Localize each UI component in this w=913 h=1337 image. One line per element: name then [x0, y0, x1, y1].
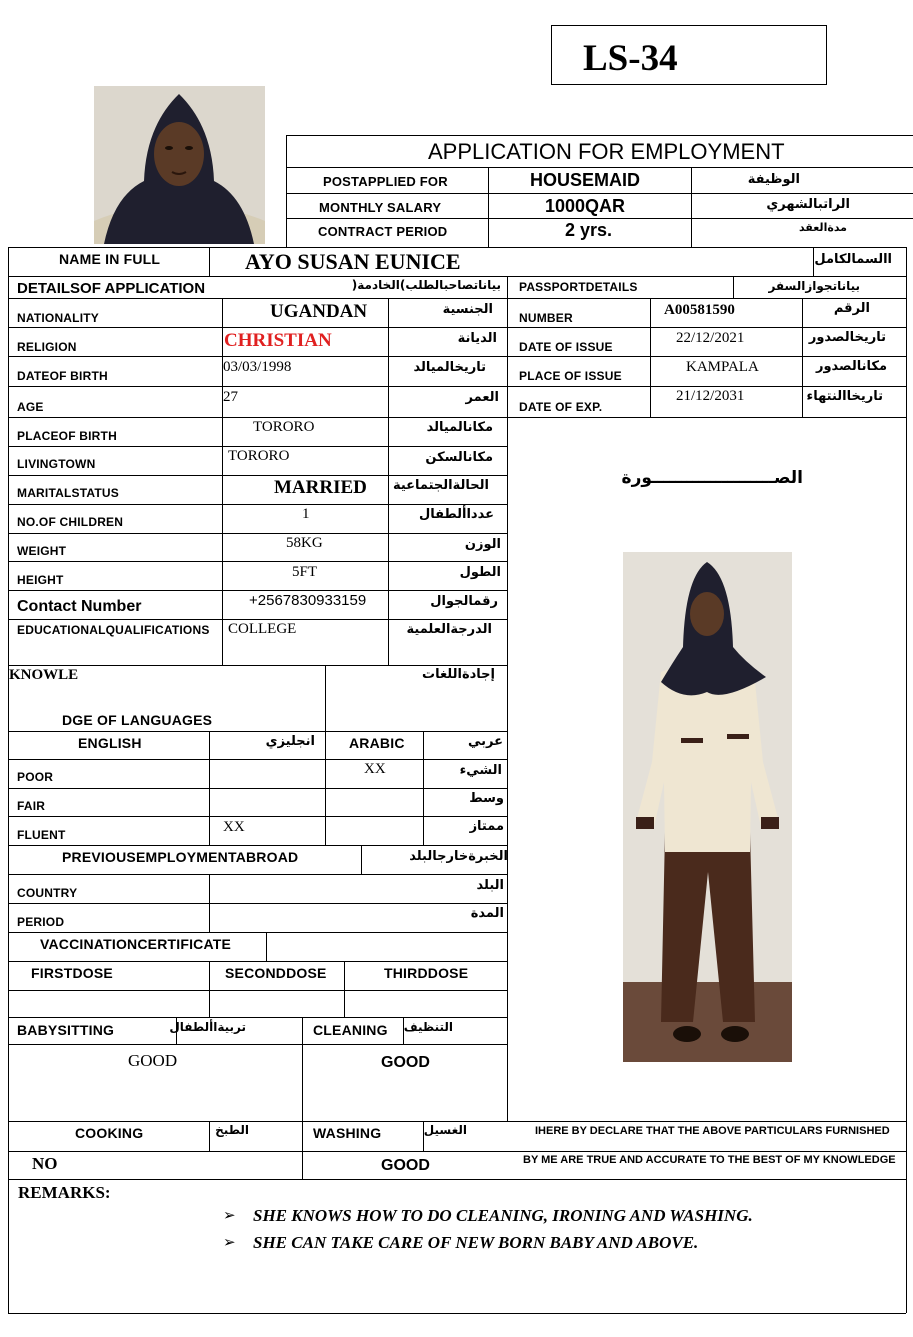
- name-label-ar: االسمالكامل: [814, 252, 892, 267]
- vaccination-label: VACCINATIONCERTIFICATE: [40, 936, 232, 952]
- marital-label: MARITALSTATUS: [17, 486, 119, 500]
- lang-poor-arabic: XX: [364, 761, 386, 777]
- issue-date-value: 22/12/2021: [676, 330, 745, 346]
- weight-value: 58KG: [286, 535, 323, 551]
- english-header-ar: انجليزي: [265, 734, 315, 749]
- lang-fluent-label-ar: ممتاز: [469, 819, 504, 834]
- contract-value: 2 yrs.: [565, 220, 613, 240]
- arabic-header: ARABIC: [349, 735, 405, 751]
- livingtown-label: LIVINGTOWN: [17, 457, 96, 471]
- contract-label: CONTRACT PERIOD: [318, 224, 448, 239]
- cleaning-value: GOOD: [381, 1054, 430, 1071]
- ref-code: LS-34: [583, 38, 678, 79]
- livingtown-label-ar: مكانالسكن: [425, 450, 493, 465]
- livingtown-value: TORORO: [228, 448, 290, 464]
- cooking-label-ar: الطبخ: [215, 1123, 249, 1137]
- religion-label: RELIGION: [17, 340, 77, 354]
- children-label: NO.OF CHILDREN: [17, 515, 124, 529]
- photo-caption-ar: الصـــــــــــــــــــــورة: [621, 468, 803, 488]
- name-value: AYO SUSAN EUNICE: [245, 249, 461, 274]
- height-label: HEIGHT: [17, 573, 64, 587]
- cooking-label: COOKING: [75, 1125, 144, 1141]
- period-label-ar: المدة: [470, 906, 504, 921]
- nationality-label: NATIONALITY: [17, 311, 99, 325]
- education-label-ar: الدرجةالعلمية: [406, 622, 492, 637]
- expiry-value: 21/12/2031: [676, 388, 745, 404]
- issue-date-label-ar: تاريخالصدور: [808, 330, 886, 345]
- full-body-photo: [623, 552, 792, 1062]
- declaration-line1: IHERE BY DECLARE THAT THE ABOVE PARTICULARS FURNISHED: [535, 1125, 890, 1137]
- issue-place-value: KAMPALA: [686, 359, 759, 375]
- prev-employment-label-ar: الخبرةخارجالبلد: [409, 849, 508, 864]
- post-label-ar: الوظيفة: [747, 172, 800, 187]
- cooking-value: NO: [32, 1154, 58, 1173]
- remarks-item-1: SHE KNOWS HOW TO DO CLEANING, IRONING AND WASHING.: [253, 1206, 753, 1225]
- contact-label-ar: رقمالجوال: [430, 594, 498, 609]
- age-label-ar: العمر: [465, 390, 499, 405]
- country-label: COUNTRY: [17, 886, 78, 900]
- passport-header: PASSPORTDETAILS: [519, 280, 638, 294]
- nationality-value: UGANDAN: [270, 301, 368, 322]
- babysitting-label: BABYSITTING: [17, 1022, 115, 1038]
- cleaning-label-ar: التنظيف: [403, 1020, 453, 1034]
- pob-label: PLACEOF BIRTH: [17, 429, 117, 443]
- cleaning-label: CLEANING: [313, 1022, 388, 1038]
- pob-label-ar: مكانالميالد: [426, 420, 493, 435]
- lang-fluent-english: XX: [223, 819, 245, 835]
- passport-header-ar: بياناتجوازالسفر: [768, 279, 860, 293]
- english-header: ENGLISH: [78, 735, 142, 751]
- marital-label-ar: الحالةالجتماعية: [392, 478, 489, 493]
- issue-place-label-ar: مكانالصدور: [815, 359, 887, 374]
- post-value: HOUSEMAID: [530, 170, 641, 190]
- headshot-photo: [94, 86, 265, 244]
- passport-number-value: A00581590: [664, 302, 735, 318]
- first-dose-label: FIRSTDOSE: [31, 965, 113, 981]
- languages-label-b: DGE OF LANGUAGES: [62, 712, 213, 728]
- washing-label-ar: الغسيل: [423, 1123, 467, 1137]
- lang-poor-label-ar: الشيء: [459, 763, 502, 778]
- weight-label: WEIGHT: [17, 544, 67, 558]
- weight-label-ar: الوزن: [464, 537, 501, 552]
- second-dose-label: SECONDDOSE: [225, 965, 327, 981]
- dob-label-ar: تاريخالميالد: [413, 360, 486, 375]
- expiry-label-ar: تاريخاالنتهاء: [806, 389, 883, 404]
- dob-value: 03/03/1998: [223, 359, 292, 375]
- passport-number-label-ar: الرقم: [833, 301, 870, 316]
- education-value: COLLEGE: [228, 621, 297, 637]
- education-label: EDUCATIONALQUALIFICATIONS: [17, 623, 210, 637]
- remarks-label: REMARKS:: [18, 1183, 111, 1202]
- religion-value: CHRISTIAN: [224, 330, 332, 351]
- details-header-ar: بياناتصاحبالطلب)الخادمة(: [351, 278, 501, 292]
- country-label-ar: البلد: [476, 878, 504, 893]
- lang-fair-label-ar: وسط: [469, 791, 504, 806]
- declaration-line2: BY ME ARE TRUE AND ACCURATE TO THE BEST OF MY KNOWLEDGE: [523, 1154, 896, 1166]
- height-value: 5FT: [292, 564, 318, 580]
- contact-label: Contact Number: [17, 598, 142, 615]
- arabic-header-ar: عربي: [467, 734, 503, 749]
- salary-label: MONTHLY SALARY: [319, 200, 442, 215]
- languages-label-ar: إجادةاللغات: [422, 667, 495, 682]
- remarks-bullet-2: ➢: [223, 1234, 236, 1251]
- age-label: AGE: [17, 400, 44, 414]
- issue-date-label: DATE OF ISSUE: [519, 340, 613, 354]
- lang-fair-label: FAIR: [17, 799, 46, 813]
- contract-label-ar: مدةالعقد: [798, 221, 847, 234]
- salary-value: 1000QAR: [545, 196, 626, 216]
- contact-value: +2567830933159: [249, 592, 367, 609]
- form-title: APPLICATION FOR EMPLOYMENT: [428, 139, 785, 164]
- nationality-label-ar: الجنسية: [442, 302, 493, 317]
- religion-label-ar: الديانة: [457, 331, 497, 346]
- issue-place-label: PLACE OF ISSUE: [519, 369, 622, 383]
- lang-fluent-label: FLUENT: [17, 828, 66, 842]
- height-label-ar: الطول: [459, 565, 501, 580]
- dob-label: DATEOF BIRTH: [17, 369, 108, 383]
- period-label: PERIOD: [17, 915, 65, 929]
- age-value: 27: [223, 389, 238, 405]
- lang-poor-label: POOR: [17, 770, 54, 784]
- babysitting-value: GOOD: [128, 1051, 178, 1070]
- salary-label-ar: الراتبالشهري: [766, 197, 850, 212]
- third-dose-label: THIRDDOSE: [384, 965, 469, 981]
- washing-value: GOOD: [381, 1157, 430, 1174]
- children-value: 1: [302, 506, 310, 522]
- post-label: POSTAPPLIED FOR: [323, 174, 448, 189]
- passport-number-label: NUMBER: [519, 311, 573, 325]
- washing-label: WASHING: [313, 1125, 382, 1141]
- name-label: NAME IN FULL: [59, 251, 161, 267]
- children-label-ar: عدداألطفال: [418, 507, 494, 522]
- languages-label-a: KNOWLE: [9, 667, 79, 683]
- remarks-item-2: SHE CAN TAKE CARE OF NEW BORN BABY AND ABOVE.: [253, 1233, 699, 1252]
- pob-value: TORORO: [253, 419, 315, 435]
- prev-employment-label: PREVIOUSEMPLOYMENTABROAD: [62, 849, 299, 865]
- details-header: DETAILSOF APPLICATION: [17, 280, 206, 297]
- babysitting-label-ar: تربيةاألطفال: [169, 1020, 246, 1034]
- expiry-label: DATE OF EXP.: [519, 400, 603, 414]
- remarks-bullet-1: ➢: [223, 1207, 236, 1224]
- marital-value: MARRIED: [274, 477, 367, 498]
